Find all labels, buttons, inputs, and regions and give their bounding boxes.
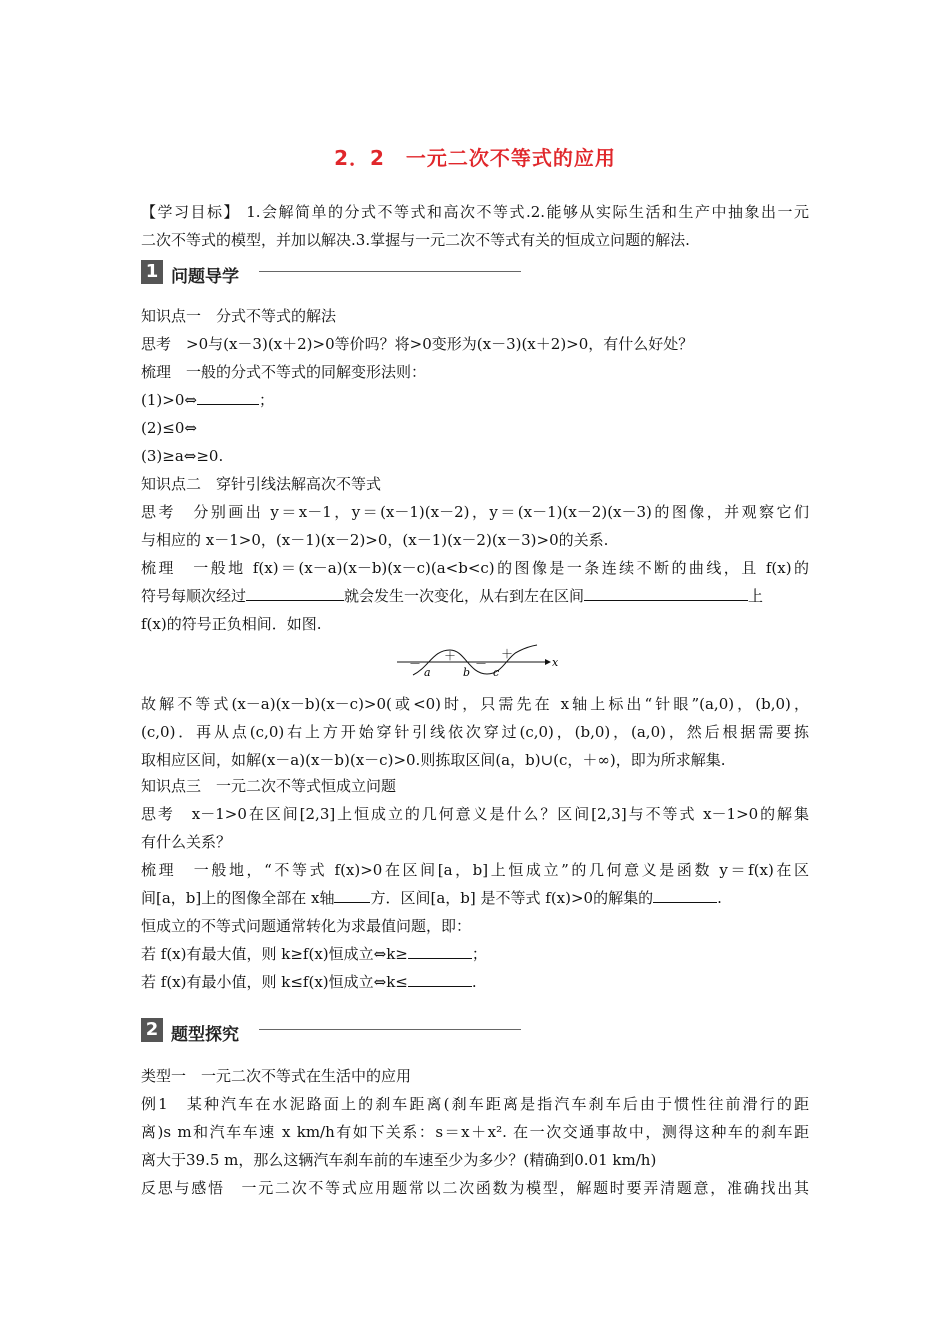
answer-blank: [653, 888, 717, 903]
k3-summary-line-2: [141, 888, 722, 908]
sign-minus-1: －: [409, 657, 422, 671]
k3-summary-text-b: 方．区间[a，b] 是不等式 f(x)>0的解集的: [370, 889, 654, 907]
section-number-badge: 2: [141, 1018, 163, 1042]
k2-summary-line-3: f(x)的符号正负相间．如图.: [141, 615, 322, 633]
root-label-c: c: [493, 666, 500, 679]
learning-objectives-line-1: 【学习目标】 1.会解简单的分式不等式和高次不等式.2.能够从实际生活和生产中抽象出一元: [141, 203, 809, 221]
example-1-line-3: 离大于39.5 m，那么这辆汽车刹车前的车速至少为多少？(精确到0.01 km/h): [141, 1151, 657, 1169]
answer-blank: [584, 586, 748, 601]
k3-min-text: 若 f(x)有最小值，则 k≤f(x)恒成立⇔k≤: [141, 973, 408, 991]
sign-plus-1: ＋: [444, 649, 457, 663]
example-1-line-2: 离)s m和汽车车速 x km/h有如下关系：s＝x＋x². 在一次交通事故中，测得这种车的刹车距: [141, 1123, 809, 1141]
k3-max-end: ；: [471, 945, 487, 963]
k2-after-line-2: (c,0)．再从点(c,0)右上方开始穿针引线依次穿过(c,0)，(b,0)，(a,0)，然后根据需要拣: [141, 723, 809, 741]
knowledge-point-1-heading: 知识点一 分式不等式的解法: [141, 307, 337, 325]
knowledge-point-3-heading: 知识点三 一元二次不等式恒成立问题: [141, 777, 397, 795]
x-axis-arrow: [545, 659, 551, 665]
answer-blank: [334, 888, 370, 903]
k1-think: 思考 >0与(x－3)(x＋2)>0等价吗？将>0变形为(x－3)(x＋2)>0，有什么好处？: [141, 335, 694, 353]
reflection-line: 反思与感悟 一元二次不等式应用题常以二次函数为模型，解题时要弄清题意，准确找出其: [141, 1179, 809, 1197]
k2-summary-text-c: 上: [748, 587, 764, 605]
answer-blank: [408, 972, 472, 987]
section-divider: [259, 1029, 521, 1030]
k3-min-end: .: [471, 973, 477, 991]
section-divider: [259, 271, 521, 272]
root-label-b: b: [463, 666, 471, 679]
k1-summary: 梳理 一般的分式不等式的同解变形法则：: [141, 363, 427, 381]
k2-after-line-3: 取相应区间，如解(x－a)(x－b)(x－c)>0.则拣取区间(a，b)∪(c，＋∞)，即为所求解集.: [141, 751, 726, 769]
section-header-1: [141, 260, 521, 287]
type-1-heading: 类型一 一元二次不等式在生活中的应用: [141, 1067, 412, 1085]
answer-blank: [197, 390, 259, 405]
k3-think-line-1: 思考 x－1>0在区间[2,3]上恒成立的几何意义是什么？区间[2,3]与不等式 x－1>0的解集: [141, 805, 809, 823]
answer-blank: [246, 586, 344, 601]
k3-max-text: 若 f(x)有最大值，则 k≥f(x)恒成立⇔k≥: [141, 945, 408, 963]
learning-objectives-line-2: 二次不等式的模型，并加以解决.3.掌握与一元二次不等式有关的恒成立问题的解法.: [141, 231, 690, 249]
axis-label-x: x: [552, 656, 559, 669]
k1-rule-1: [141, 390, 274, 410]
k3-summary-text-c: .: [717, 889, 722, 907]
section-number-badge: 1: [141, 260, 163, 284]
k3-max-rule: [141, 944, 487, 964]
k2-after-line-1: 故解不等式(x－a)(x－b)(x－c)>0(或<0)时，只需先在 x轴上标出“针眼”(a,0)，(b,0)，: [141, 695, 809, 713]
sign-chart-figure: [395, 644, 560, 680]
k1-rule-3: (3)≥a⇔≥0.: [141, 447, 224, 465]
k1-rule-2: (2)≤0⇔: [141, 419, 197, 437]
k2-summary-text-b: 就会发生一次变化，从右到左在区间: [344, 587, 585, 605]
k1-rule-1-text: (1)>0⇔: [141, 391, 197, 409]
sign-plus-2: ＋: [501, 647, 514, 661]
knowledge-point-2-heading: 知识点二 穿针引线法解高次不等式: [141, 475, 382, 493]
k2-summary-line-1: 梳理 一般地 f(x)＝(x－a)(x－b)(x－c)(a<b<c)的图像是一条连续不断的曲线，且 f(x)的: [141, 559, 809, 577]
k3-summary-text-a: 间[a，b]上的图像全部在 x轴: [141, 889, 335, 907]
page-title: 2．2 一元二次不等式的应用: [334, 146, 616, 170]
example-1-line-1: 例1 某种汽车在水泥路面上的刹车距离(刹车距离是指汽车刹车后由于惯性往前滑行的距: [141, 1095, 809, 1113]
k3-think-line-2: 有什么关系？: [141, 833, 232, 851]
section-title: 问题导学: [171, 267, 239, 287]
k3-summary-line-3: 恒成立的不等式问题通常转化为求最值问题，即：: [141, 917, 472, 935]
k2-summary-line-2: [141, 586, 809, 606]
section-header-2: [141, 1018, 521, 1045]
k2-think-line-2: 与相应的 x－1>0，(x－1)(x－2)>0，(x－1)(x－2)(x－3)>0的关系.: [141, 531, 609, 549]
k1-rule-1-end: ；: [258, 391, 274, 409]
k3-summary-line-1: 梳理 一般地，“不等式 f(x)>0在区间[a，b]上恒成立”的几何意义是函数 y＝f(x)在区: [141, 861, 809, 879]
answer-blank: [408, 944, 472, 959]
root-label-a: a: [424, 666, 431, 679]
section-title: 题型探究: [171, 1025, 239, 1045]
k2-summary-text-a: 符号每顺次经过: [141, 587, 247, 605]
k2-think-line-1: 思考 分别画出 y＝x－1，y＝(x－1)(x－2)，y＝(x－1)(x－2)(x－3)的图像，并观察它们: [141, 503, 809, 521]
sign-minus-2: －: [475, 657, 488, 671]
k3-min-rule: [141, 972, 477, 992]
